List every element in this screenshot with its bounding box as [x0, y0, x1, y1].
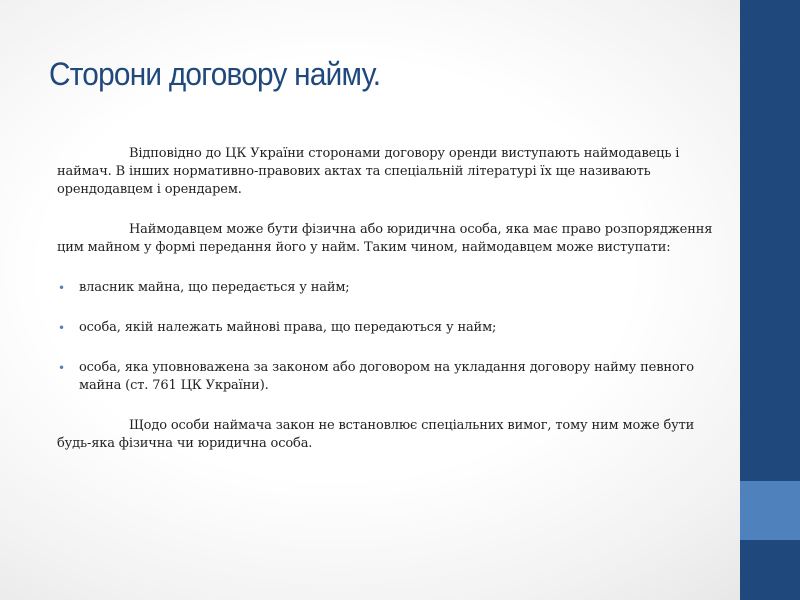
- bullet-text: особа, яка уповноважена за законом або договором на укладання договору найму певного майна (ст. 761 ЦК України).: [79, 360, 694, 393]
- bullet-icon: •: [58, 361, 65, 375]
- paragraph-1: Відповідно до ЦК України сторонами договору оренди виступають наймодавець і наймач. В інших нормативно-правових актах та спеціальній літературі їх ще називають орендодавцем і орендарем.: [57, 146, 680, 197]
- paragraph-3: Щодо особи наймача закон не встановлює спеціальних вимог, тому ним може бути будь-яка фізична чи юридична особа.: [57, 418, 695, 451]
- sidebar-accent-block: [740, 481, 800, 540]
- bullet-item: [57, 279, 717, 297]
- paragraph-2: Наймодавцем може бути фізична або юридична особа, яка має право розпорядження цим майном у формі передання його у найм. Таким чином, наймодавцем може виступати:: [57, 222, 713, 255]
- bullet-item: [57, 359, 717, 395]
- slide-body: [57, 145, 717, 453]
- bullet-item: [57, 319, 717, 337]
- bullet-icon: •: [58, 321, 65, 335]
- slide-title: Сторони договору найму.: [49, 56, 381, 92]
- bullet-icon: •: [58, 281, 65, 295]
- bullet-text: особа, якій належать майнові права, що передаються у найм;: [79, 320, 497, 335]
- bullet-text: власник майна, що передається у найм;: [79, 280, 350, 295]
